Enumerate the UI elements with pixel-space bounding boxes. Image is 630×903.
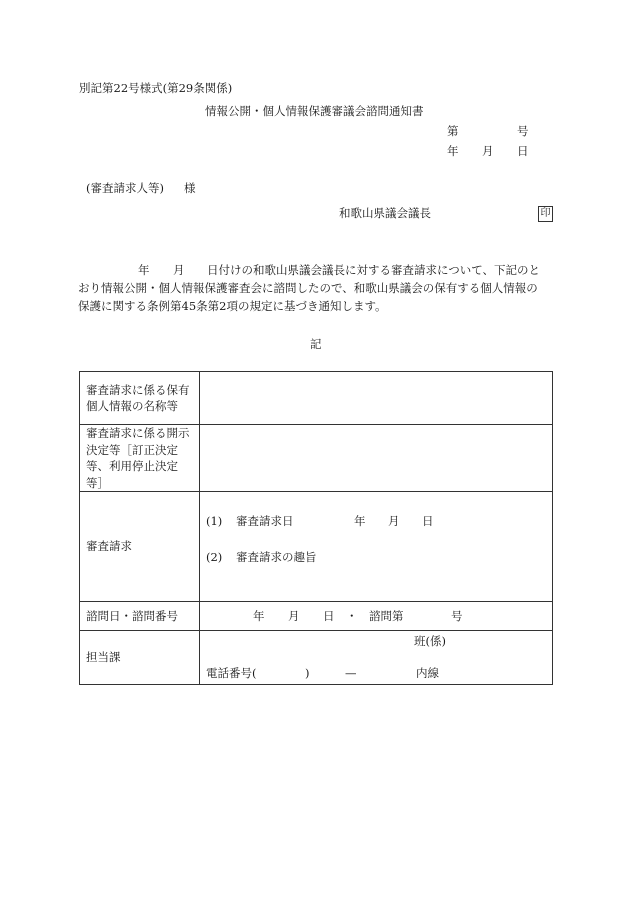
doc-number-prefix: 第 [447,124,459,138]
row-value-request [200,492,553,602]
date-day: 日 [517,144,529,158]
row-value-department [200,631,553,685]
consultation-number-suffix: 号 [451,609,463,623]
body-line1: 日付けの和歌山県議会議長に対する審査請求について、下記のと [207,263,541,277]
request-item2-num: (2) [206,550,223,564]
table-row [80,492,553,602]
document-title: 情報公開・個人情報保護審議会諮問通知書 [205,104,424,118]
request-item1-year: 年 [354,514,366,528]
table-row [80,425,553,492]
table-row [80,631,553,685]
row-label-info-name: 審査請求に係る保有個人情報の名称等 [80,372,200,425]
consultation-dot: ・ [346,609,358,623]
request-item1-day: 日 [422,514,434,528]
ki-heading: 記 [310,337,322,351]
date-month: 月 [482,144,494,158]
body-month: 月 [173,263,185,277]
row-label-consultation: 諮問日・諮問番号 [80,602,200,631]
sender-name: 和歌山県議会議長 [339,206,431,220]
department-phone-label: 電話番号( [206,666,257,680]
row-label-disclosure-decision: 審査請求に係る開示決定等［訂正決定等、利用停止決定等］ [80,425,200,492]
date-year: 年 [447,144,459,158]
request-item1-text: 審査請求日 [236,514,294,528]
body-line3: 保護に関する条例第45条第2項の規定に基づき通知します。 [78,299,387,313]
doc-number-suffix: 号 [517,124,529,138]
row-value-consultation [200,602,553,631]
table-row [80,602,553,631]
table-row [80,372,553,425]
request-item2-text: 審査請求の趣旨 [236,550,317,564]
addressee-honorific: 様 [184,181,196,195]
request-item1-month: 月 [388,514,400,528]
row-value-disclosure-decision [200,425,553,492]
row-value-info-name [200,372,553,425]
department-dash: — [345,666,357,680]
body-line2: おり情報公開・個人情報保護審査会に諮問したので、和歌山県議会の保有する個人情報の [78,281,538,295]
row-label-department: 担当課 [80,631,200,685]
form-table [79,371,553,685]
form-reference: 別記第22号様式(第29条関係) [79,81,233,95]
request-item1-num: (1) [206,514,223,528]
department-extension: 内線 [416,666,439,680]
consultation-day: 日 [323,609,335,623]
consultation-month: 月 [288,609,300,623]
department-phone-close: ) [305,666,310,680]
consultation-number-prefix: 諮問第 [369,609,404,623]
consultation-year: 年 [253,609,265,623]
row-label-request: 審査請求 [80,492,200,602]
addressee-label: (審査請求人等) [86,181,164,195]
body-year: 年 [138,263,150,277]
department-section: 班(係) [414,634,446,648]
seal-mark: 印 [538,206,553,222]
